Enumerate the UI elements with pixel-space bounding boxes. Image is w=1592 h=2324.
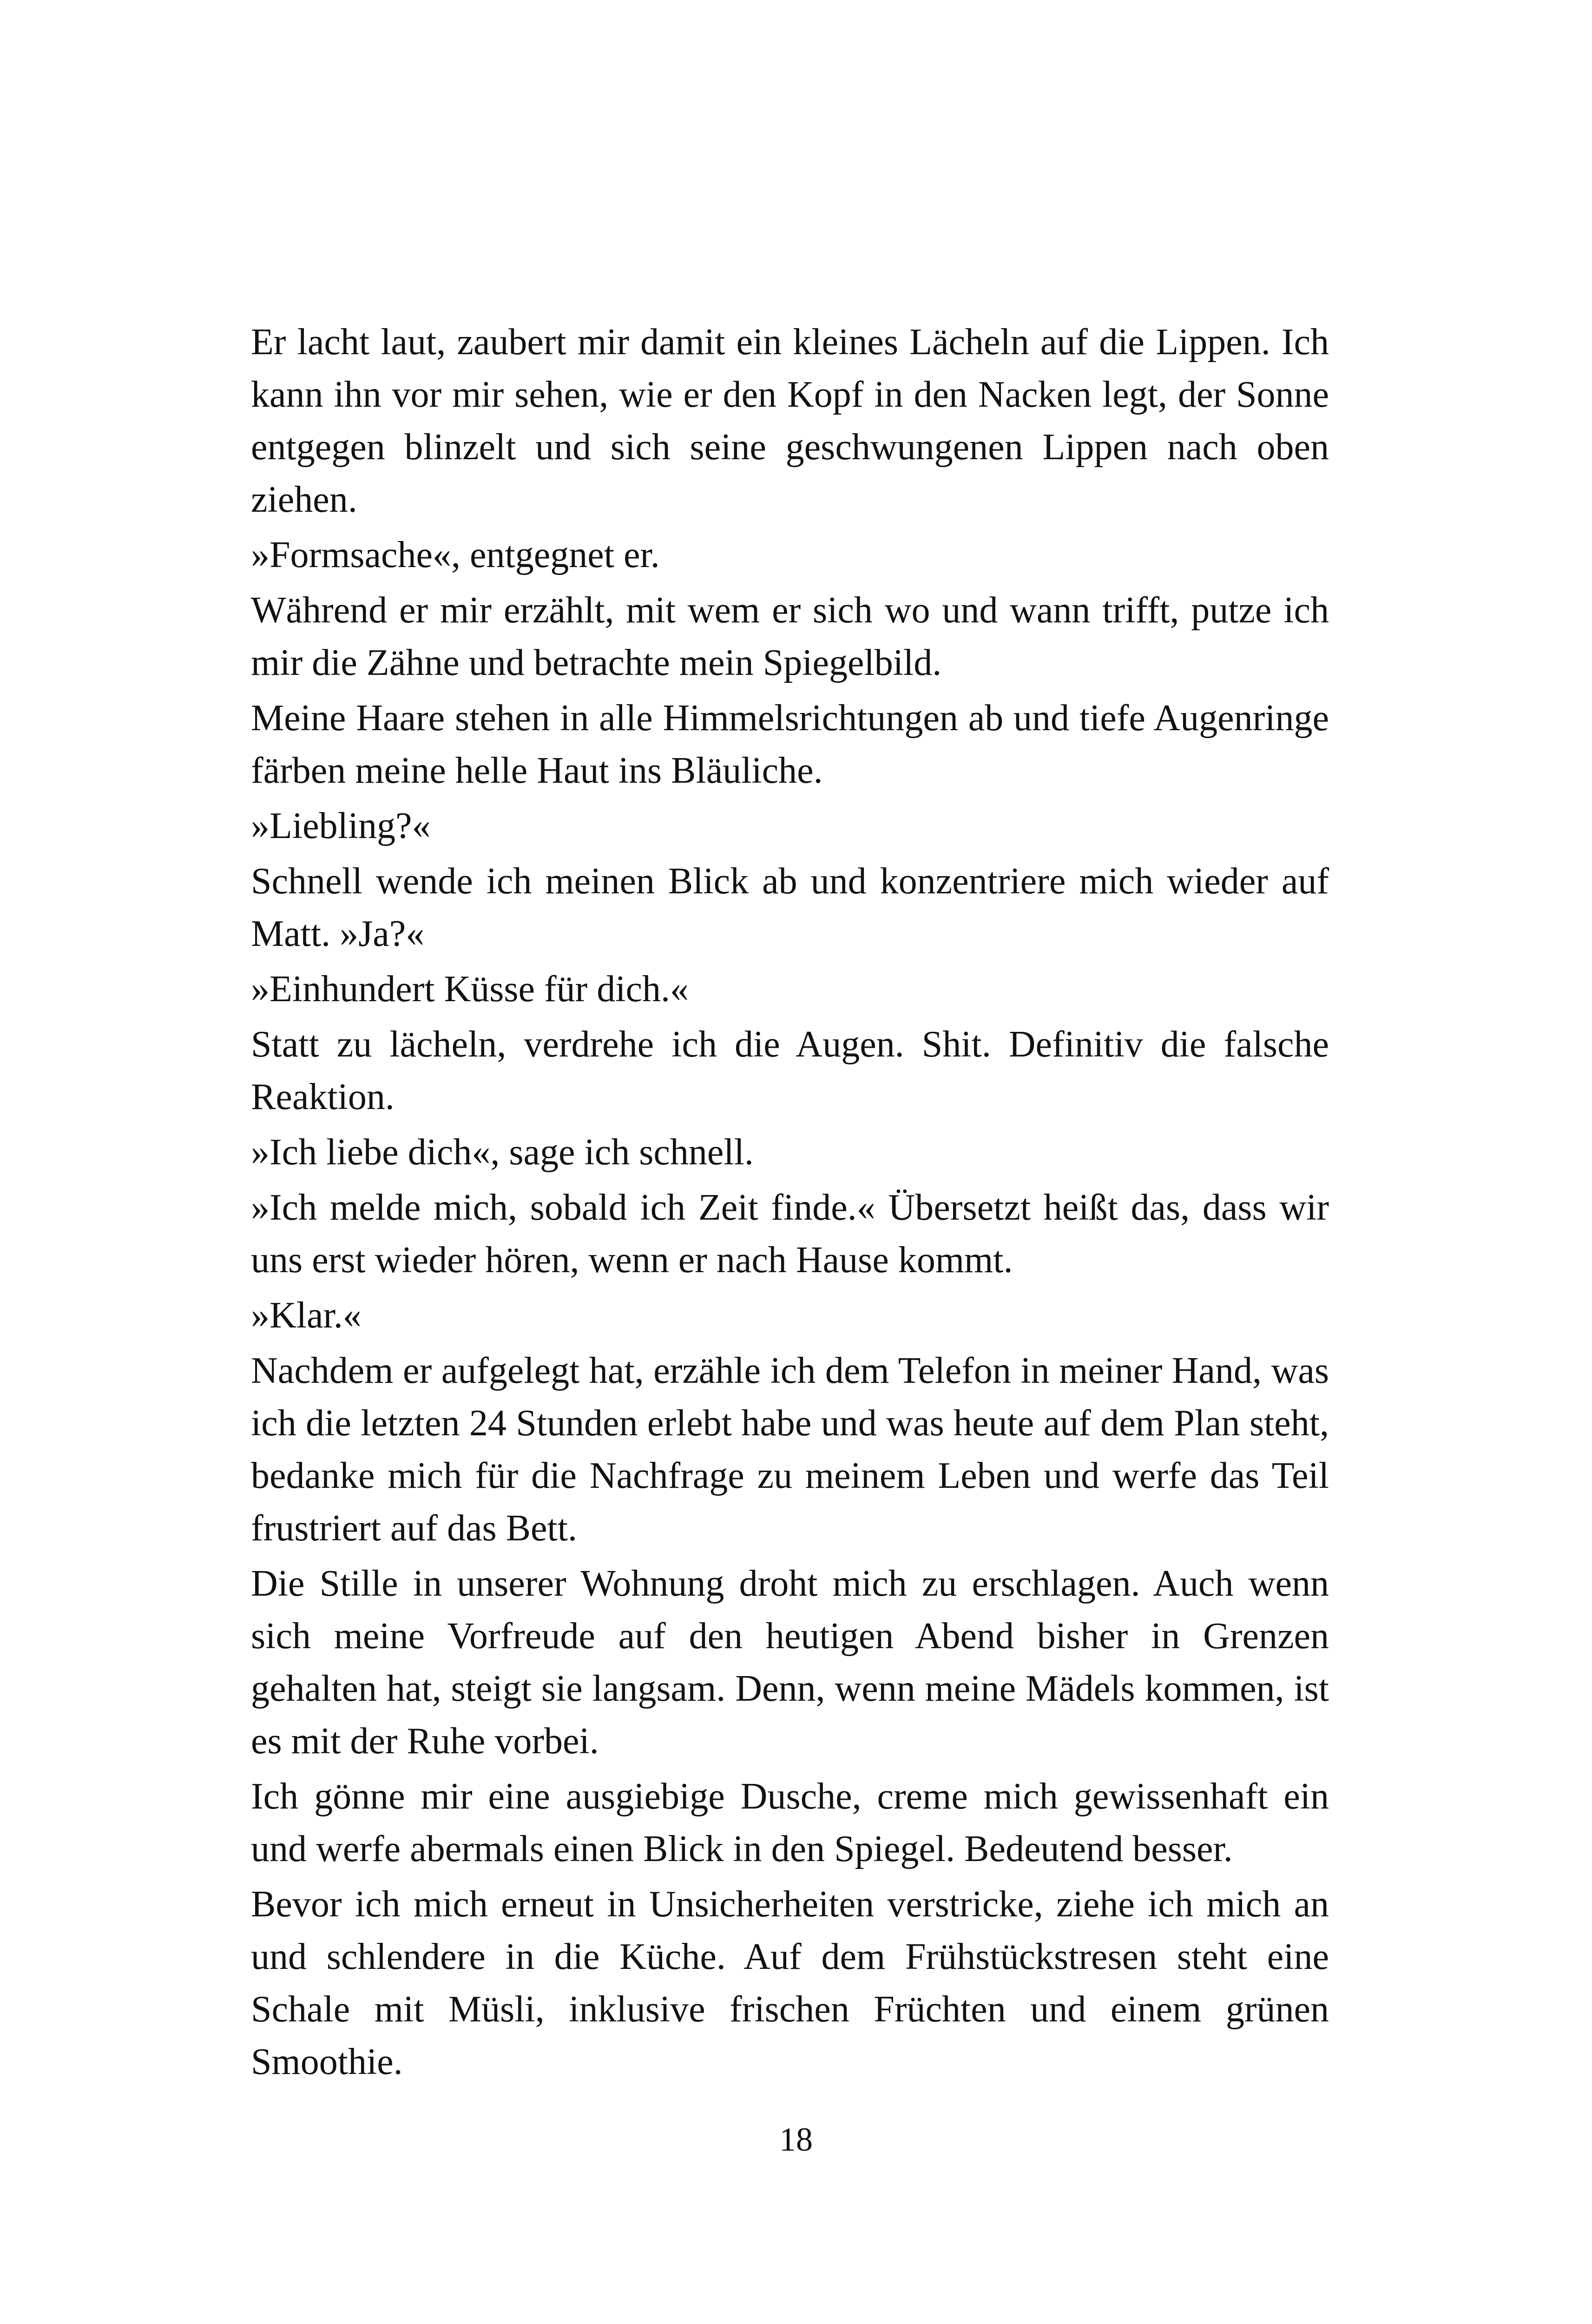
paragraph: »Formsache«, entgegnet er. — [251, 535, 660, 575]
paragraph: Während er mir erzählt, mit wem er sich wo und wann trifft, putze ich mir die Zähne und betrachte mein Spiegelbild. — [251, 590, 1329, 683]
paragraph: Ich gönne mir eine ausgiebige Dusche, creme mich gewissenhaft ein und werfe abermals einen Blick in den Spiegel. Bedeutend besser. — [251, 1776, 1329, 1869]
paragraph: »Ich liebe dich«, sage ich schnell. — [251, 1132, 754, 1173]
paragraph: Bevor ich mich erneut in Unsicherheiten verstricke, ziehe ich mich an und schlendere in die Küche. Auf dem Frühstückstresen steht eine Schale mit Müsli, inklusive frischen Früchten und einem grünen Smoothie. — [251, 1884, 1329, 2082]
paragraph: Er lacht laut, zaubert mir damit ein kleines Lächeln auf die Lippen. Ich kann ihn vor mir sehen, wie er den Kopf in den Nacken legt, der Sonne entgegen blinzelt und sich seine geschwungenen Lippen nach oben ziehen. — [251, 322, 1329, 520]
paragraph: Meine Haare stehen in alle Himmelsrichtungen ab und tiefe Augenringe färben meine helle Haut ins Bläuliche. — [251, 698, 1329, 791]
paragraph: »Liebling?« — [251, 805, 431, 846]
paragraph: Schnell wende ich meinen Blick ab und konzentriere mich wieder auf Matt. »Ja?« — [251, 861, 1329, 954]
page-number: 18 — [779, 2121, 813, 2158]
paragraph: »Ich melde mich, sobald ich Zeit finde.« Übersetzt heißt das, dass wir uns erst wieder hören, wenn er nach Hause kommt. — [251, 1187, 1329, 1281]
paragraph: Statt zu lächeln, verdrehe ich die Augen. Shit. Definitiv die falsche Reaktion. — [251, 1024, 1329, 1117]
paragraph: »Klar.« — [251, 1295, 362, 1336]
paragraph: »Einhundert Küsse für dich.« — [251, 969, 689, 1010]
paragraph: Nachdem er aufgelegt hat, erzähle ich dem Telefon in meiner Hand, was ich die letzten 24 Stunden erlebt habe und was heute auf dem Plan steht, bedanke mich für die Nachfrage zu meinem Leben und werfe das Teil frustriert auf das Bett. — [251, 1350, 1329, 1549]
body-text — [251, 316, 1329, 2088]
paragraph: Die Stille in unserer Wohnung droht mich zu erschlagen. Auch wenn sich meine Vorfreude auf den heutigen Abend bisher in Grenzen gehalten hat, steigt sie langsam. Denn, wenn meine Mädels kommen, ist es mit der Ruhe vorbei. — [251, 1563, 1329, 1762]
